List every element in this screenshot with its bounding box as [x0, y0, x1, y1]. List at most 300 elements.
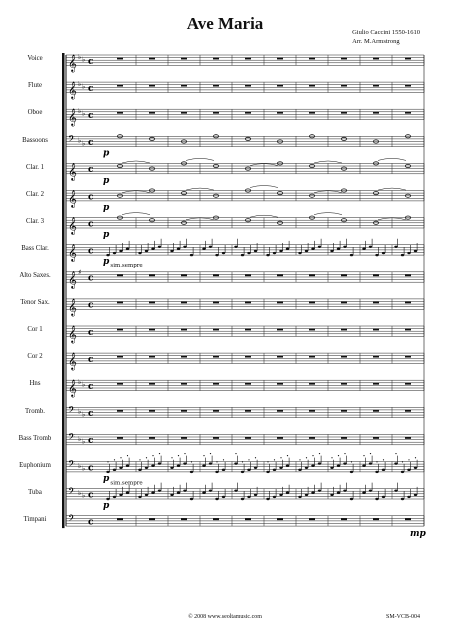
- quarter-note-icon: [369, 489, 372, 491]
- quarter-note-icon: [266, 471, 269, 473]
- flat-icon: ♭: [78, 79, 82, 88]
- staccato-dot: [267, 461, 268, 462]
- treble-clef-icon: 𝄞: [68, 53, 77, 72]
- whole-rest-icon: [277, 274, 283, 276]
- score-title: Ave Maria: [186, 14, 264, 33]
- whole-rest-icon: [149, 437, 155, 439]
- staccato-dot: [235, 453, 236, 454]
- flat-icon: ♭: [82, 109, 86, 118]
- time-signature-icon: c: [88, 354, 94, 365]
- tie: [314, 213, 342, 215]
- quarter-note-icon: [113, 252, 116, 254]
- quarter-note-icon: [330, 467, 333, 469]
- quarter-note-icon: [343, 462, 346, 464]
- instrument-label: Flute: [28, 82, 42, 90]
- whole-rest-icon: [405, 58, 411, 60]
- instrument-label: Timpani: [23, 515, 47, 523]
- quarter-note-icon: [151, 248, 154, 250]
- staccato-dot: [223, 459, 224, 460]
- whole-rest-icon: [341, 85, 347, 87]
- quarter-note-icon: [305, 494, 308, 496]
- whole-rest-icon: [181, 518, 187, 520]
- quarter-note-icon: [407, 469, 410, 471]
- copyright-footer: © 2008 www.seoltamusic.com: [188, 614, 262, 620]
- expression-text: sim.sempre: [110, 480, 143, 487]
- staccato-dot: [287, 455, 288, 456]
- quarter-note-icon: [266, 254, 269, 256]
- quarter-note-icon: [215, 471, 218, 473]
- quarter-note-icon: [138, 252, 141, 254]
- quarter-note-icon: [158, 462, 161, 464]
- treble-clef-icon: 𝄞: [68, 297, 77, 316]
- quarter-note-icon: [158, 489, 161, 491]
- quarter-note-icon: [414, 250, 417, 252]
- time-signature-icon: c: [88, 327, 94, 338]
- whole-rest-icon: [405, 356, 411, 358]
- quarter-note-icon: [234, 246, 237, 248]
- whole-rest-icon: [341, 112, 347, 114]
- quarter-note-icon: [375, 254, 378, 256]
- tie: [250, 215, 278, 217]
- quarter-note-icon: [305, 250, 308, 252]
- quarter-note-icon: [222, 252, 225, 254]
- quarter-note-icon: [298, 252, 301, 254]
- whole-rest-icon: [373, 58, 379, 60]
- treble-clef-icon: 𝄞: [68, 379, 77, 398]
- whole-rest-icon: [373, 302, 379, 304]
- whole-rest-icon: [277, 58, 283, 60]
- staccato-dot: [383, 459, 384, 460]
- whole-rest-icon: [373, 112, 379, 114]
- flat-icon: ♭: [78, 434, 82, 443]
- whole-rest-icon: [405, 383, 411, 385]
- whole-rest-icon: [373, 274, 379, 276]
- whole-rest-icon: [117, 437, 123, 439]
- whole-rest-icon: [341, 356, 347, 358]
- quarter-note-icon: [273, 469, 276, 471]
- tie: [186, 158, 214, 160]
- quarter-note-icon: [375, 498, 378, 500]
- dynamic-mark: p: [103, 501, 110, 511]
- staccato-dot: [280, 457, 281, 458]
- whole-rest-icon: [277, 383, 283, 385]
- quarter-note-icon: [266, 498, 269, 500]
- whole-rest-icon: [309, 274, 315, 276]
- quarter-note-icon: [407, 496, 410, 498]
- quarter-note-icon: [202, 492, 205, 494]
- quarter-note-icon: [286, 464, 289, 466]
- time-signature-icon: c: [88, 246, 94, 257]
- quarter-note-icon: [311, 464, 314, 466]
- bass-clef-icon: 𝄢: [68, 431, 76, 445]
- staccato-dot: [395, 453, 396, 454]
- quarter-note-icon: [318, 246, 321, 248]
- instrument-label: Oboe: [27, 109, 43, 117]
- time-signature-icon: c: [88, 517, 94, 528]
- quarter-note-icon: [362, 248, 365, 250]
- flat-icon: ♭: [82, 491, 86, 500]
- quarter-note-icon: [273, 496, 276, 498]
- quarter-note-icon: [273, 252, 276, 254]
- quarter-note-icon: [241, 471, 244, 473]
- quarter-note-icon: [183, 246, 186, 248]
- treble-clef-icon: 𝄞: [68, 108, 77, 127]
- quarter-note-icon: [241, 254, 244, 256]
- instrument-label: Tenor Sax.: [20, 299, 50, 307]
- whole-rest-icon: [309, 329, 315, 331]
- quarter-note-icon: [407, 252, 410, 254]
- quarter-note-icon: [343, 246, 346, 248]
- whole-rest-icon: [181, 356, 187, 358]
- staccato-dot: [178, 455, 179, 456]
- dynamic-mark: p: [103, 473, 110, 484]
- quarter-note-icon: [382, 496, 385, 498]
- whole-rest-icon: [149, 58, 155, 60]
- quarter-note-icon: [138, 469, 141, 471]
- system-bracket: [62, 53, 65, 528]
- staccato-dot: [159, 453, 160, 454]
- staccato-dot: [248, 459, 249, 460]
- tie: [122, 161, 150, 163]
- time-signature-icon: c: [88, 192, 94, 203]
- whole-rest-icon: [213, 329, 219, 331]
- tie: [378, 158, 406, 160]
- quarter-note-icon: [126, 248, 129, 250]
- quarter-note-icon: [145, 250, 148, 252]
- tie: [314, 161, 342, 163]
- staccato-dot: [171, 457, 172, 458]
- quarter-note-icon: [369, 246, 372, 248]
- whole-rest-icon: [149, 518, 155, 520]
- flat-icon: ♭: [82, 410, 86, 419]
- quarter-note-icon: [394, 489, 397, 491]
- staccato-dot: [370, 453, 371, 454]
- quarter-note-icon: [350, 498, 353, 500]
- whole-rest-icon: [277, 410, 283, 412]
- whole-rest-icon: [405, 112, 411, 114]
- quarter-note-icon: [202, 248, 205, 250]
- flat-icon: ♭: [82, 55, 86, 64]
- quarter-note-icon: [190, 498, 193, 500]
- whole-rest-icon: [213, 302, 219, 304]
- whole-rest-icon: [405, 518, 411, 520]
- quarter-note-icon: [170, 250, 173, 252]
- treble-clef-icon: 𝄞: [68, 243, 77, 262]
- whole-rest-icon: [245, 383, 251, 385]
- quarter-note-icon: [190, 254, 193, 256]
- instrument-label: Bassoons: [22, 136, 48, 144]
- quarter-note-icon: [394, 462, 397, 464]
- bass-clef-icon: 𝄢: [68, 133, 76, 147]
- whole-rest-icon: [309, 383, 315, 385]
- time-signature-icon: c: [88, 111, 94, 121]
- whole-rest-icon: [213, 274, 219, 276]
- staccato-dot: [402, 461, 403, 462]
- staccato-dot: [242, 461, 243, 462]
- quarter-note-icon: [177, 464, 180, 466]
- quarter-note-icon: [330, 250, 333, 252]
- quarter-note-icon: [113, 496, 116, 498]
- time-signature-icon: c: [88, 83, 94, 94]
- whole-rest-icon: [373, 410, 379, 412]
- quarter-note-icon: [286, 248, 289, 250]
- whole-rest-icon: [117, 356, 123, 358]
- whole-rest-icon: [373, 329, 379, 331]
- staccato-dot: [152, 455, 153, 456]
- quarter-note-icon: [119, 467, 122, 469]
- whole-rest-icon: [117, 85, 123, 87]
- quarter-note-icon: [298, 469, 301, 471]
- whole-rest-icon: [245, 85, 251, 87]
- dynamic-mark: p: [103, 175, 110, 186]
- treble-clef-icon: 𝄞: [68, 352, 77, 370]
- quarter-note-icon: [343, 489, 346, 491]
- whole-rest-icon: [245, 329, 251, 331]
- whole-rest-icon: [309, 85, 315, 87]
- instrument-label: Clar. 3: [25, 217, 45, 225]
- whole-rest-icon: [117, 518, 123, 520]
- expression-text: sim.sempre: [110, 263, 143, 270]
- quarter-note-icon: [222, 496, 225, 498]
- time-signature-icon: c: [88, 409, 94, 420]
- flat-icon: ♭: [82, 82, 86, 91]
- whole-rest-icon: [341, 437, 347, 439]
- whole-rest-icon: [149, 356, 155, 358]
- quarter-note-icon: [177, 492, 180, 494]
- quarter-note-icon: [362, 464, 365, 466]
- quarter-note-icon: [401, 254, 404, 256]
- quarter-note-icon: [330, 494, 333, 496]
- staccato-dot: [255, 457, 256, 458]
- whole-rest-icon: [117, 410, 123, 412]
- quarter-note-icon: [286, 492, 289, 494]
- whole-rest-icon: [181, 437, 187, 439]
- quarter-note-icon: [362, 492, 365, 494]
- staccato-dot: [216, 461, 217, 462]
- quarter-note-icon: [190, 471, 193, 473]
- whole-rest-icon: [277, 85, 283, 87]
- whole-rest-icon: [277, 356, 283, 358]
- quarter-note-icon: [158, 246, 161, 248]
- quarter-note-icon: [298, 496, 301, 498]
- whole-rest-icon: [405, 437, 411, 439]
- whole-rest-icon: [341, 302, 347, 304]
- time-signature-icon: c: [88, 382, 94, 392]
- quarter-note-icon: [202, 464, 205, 466]
- staccato-dot: [127, 455, 128, 456]
- flat-icon: ♭: [82, 464, 86, 473]
- whole-rest-icon: [405, 329, 411, 331]
- quarter-note-icon: [183, 462, 186, 464]
- staccato-dot: [306, 457, 307, 458]
- quarter-note-icon: [151, 492, 154, 494]
- whole-rest-icon: [117, 58, 123, 60]
- time-signature-icon: c: [88, 300, 94, 311]
- dynamic-mark: mp: [410, 529, 426, 540]
- quarter-note-icon: [183, 489, 186, 491]
- whole-rest-icon: [181, 112, 187, 114]
- whole-rest-icon: [309, 58, 315, 60]
- whole-rest-icon: [277, 112, 283, 114]
- whole-rest-icon: [373, 518, 379, 520]
- dynamic-mark: p: [103, 148, 110, 159]
- whole-rest-icon: [149, 329, 155, 331]
- quarter-note-icon: [222, 469, 225, 471]
- quarter-note-icon: [311, 492, 314, 494]
- flat-icon: ♭: [78, 52, 82, 61]
- whole-rest-icon: [181, 410, 187, 412]
- arranger-name: Arr. M.Armstrong: [352, 38, 400, 45]
- whole-rest-icon: [309, 518, 315, 520]
- staccato-dot: [376, 461, 377, 462]
- instrument-label: Euphonium: [19, 461, 51, 469]
- flat-icon: ♭: [82, 380, 86, 389]
- staccato-dot: [146, 457, 147, 458]
- whole-rest-icon: [341, 383, 347, 385]
- treble-clef-icon: 𝄞: [68, 216, 77, 235]
- time-signature-icon: c: [88, 273, 94, 284]
- quarter-note-icon: [382, 469, 385, 471]
- whole-rest-icon: [373, 85, 379, 87]
- quarter-note-icon: [170, 494, 173, 496]
- time-signature-icon: c: [88, 490, 94, 501]
- whole-rest-icon: [117, 329, 123, 331]
- staccato-dot: [191, 461, 192, 462]
- quarter-note-icon: [209, 489, 212, 491]
- quarter-note-icon: [350, 471, 353, 473]
- whole-rest-icon: [181, 329, 187, 331]
- instrument-label: Tromb.: [25, 407, 45, 415]
- quarter-note-icon: [234, 462, 237, 464]
- quarter-note-icon: [394, 246, 397, 248]
- quarter-note-icon: [126, 492, 129, 494]
- quarter-note-icon: [318, 489, 321, 491]
- quarter-note-icon: [119, 494, 122, 496]
- whole-rest-icon: [149, 383, 155, 385]
- flat-icon: ♭: [78, 489, 82, 497]
- whole-rest-icon: [181, 274, 187, 276]
- time-signature-icon: c: [88, 56, 94, 67]
- flat-icon: ♭: [82, 139, 86, 148]
- whole-rest-icon: [341, 410, 347, 412]
- whole-rest-icon: [149, 112, 155, 114]
- quarter-note-icon: [215, 254, 218, 256]
- quarter-note-icon: [247, 496, 250, 498]
- quarter-note-icon: [318, 462, 321, 464]
- staccato-dot: [408, 459, 409, 460]
- whole-rest-icon: [245, 302, 251, 304]
- quarter-note-icon: [401, 498, 404, 500]
- tie: [378, 188, 406, 190]
- flat-icon: ♭: [78, 107, 82, 115]
- whole-rest-icon: [181, 383, 187, 385]
- whole-rest-icon: [117, 112, 123, 114]
- instrument-label: Voice: [27, 55, 43, 63]
- treble-clef-icon: 𝄞: [68, 324, 77, 343]
- whole-rest-icon: [309, 302, 315, 304]
- staccato-dot: [120, 457, 121, 458]
- staccato-dot: [415, 457, 416, 458]
- quarter-note-icon: [106, 498, 109, 500]
- whole-rest-icon: [309, 437, 315, 439]
- treble-clef-icon: 𝄞: [68, 270, 77, 289]
- whole-rest-icon: [309, 356, 315, 358]
- quarter-note-icon: [375, 471, 378, 473]
- quarter-note-icon: [350, 254, 353, 256]
- dynamic-mark: p: [103, 230, 110, 240]
- whole-rest-icon: [341, 58, 347, 60]
- whole-rest-icon: [245, 437, 251, 439]
- whole-rest-icon: [309, 410, 315, 412]
- instrument-label: Bass Clar.: [21, 244, 49, 252]
- tie: [250, 186, 278, 188]
- whole-rest-icon: [277, 518, 283, 520]
- quarter-note-icon: [241, 498, 244, 500]
- catalog-code: SM-VCB-004: [385, 614, 420, 620]
- treble-clef-icon: 𝄞: [68, 162, 77, 181]
- whole-rest-icon: [277, 437, 283, 439]
- whole-rest-icon: [405, 410, 411, 412]
- staccato-dot: [319, 453, 320, 454]
- quarter-note-icon: [337, 492, 340, 494]
- whole-rest-icon: [213, 518, 219, 520]
- quarter-note-icon: [145, 494, 148, 496]
- quarter-note-icon: [305, 467, 308, 469]
- instrument-label: Cor 2: [27, 353, 43, 361]
- quarter-note-icon: [126, 464, 129, 466]
- tie: [186, 188, 214, 190]
- quarter-note-icon: [337, 464, 340, 466]
- quarter-note-icon: [106, 254, 109, 256]
- whole-rest-icon: [117, 302, 123, 304]
- quarter-note-icon: [177, 248, 180, 250]
- instrument-label: Clar. 2: [25, 190, 45, 198]
- quarter-note-icon: [247, 252, 250, 254]
- staccato-dot: [312, 455, 313, 456]
- tie: [122, 213, 150, 215]
- staccato-dot: [351, 461, 352, 462]
- staccato-dot: [331, 457, 332, 458]
- quarter-note-icon: [414, 494, 417, 496]
- instrument-label: Tuba: [28, 488, 42, 496]
- whole-rest-icon: [277, 329, 283, 331]
- whole-rest-icon: [149, 85, 155, 87]
- staccato-dot: [338, 455, 339, 456]
- whole-rest-icon: [181, 302, 187, 304]
- whole-rest-icon: [117, 383, 123, 385]
- quarter-note-icon: [279, 494, 282, 496]
- whole-rest-icon: [341, 518, 347, 520]
- quarter-note-icon: [151, 464, 154, 466]
- whole-rest-icon: [405, 302, 411, 304]
- quarter-note-icon: [170, 467, 173, 469]
- quarter-note-icon: [209, 462, 212, 464]
- bass-clef-icon: 𝄢: [68, 404, 76, 418]
- flat-icon: ♭: [82, 437, 86, 446]
- instrument-label: Clar. 1: [25, 163, 45, 171]
- quarter-note-icon: [234, 489, 237, 491]
- instrument-label: Hns: [29, 380, 41, 388]
- whole-rest-icon: [149, 410, 155, 412]
- quarter-note-icon: [106, 471, 109, 473]
- whole-rest-icon: [213, 58, 219, 60]
- quarter-note-icon: [145, 467, 148, 469]
- quarter-note-icon: [113, 469, 116, 471]
- time-signature-icon: c: [88, 138, 94, 149]
- whole-rest-icon: [149, 302, 155, 304]
- quarter-note-icon: [254, 494, 257, 496]
- whole-rest-icon: [373, 383, 379, 385]
